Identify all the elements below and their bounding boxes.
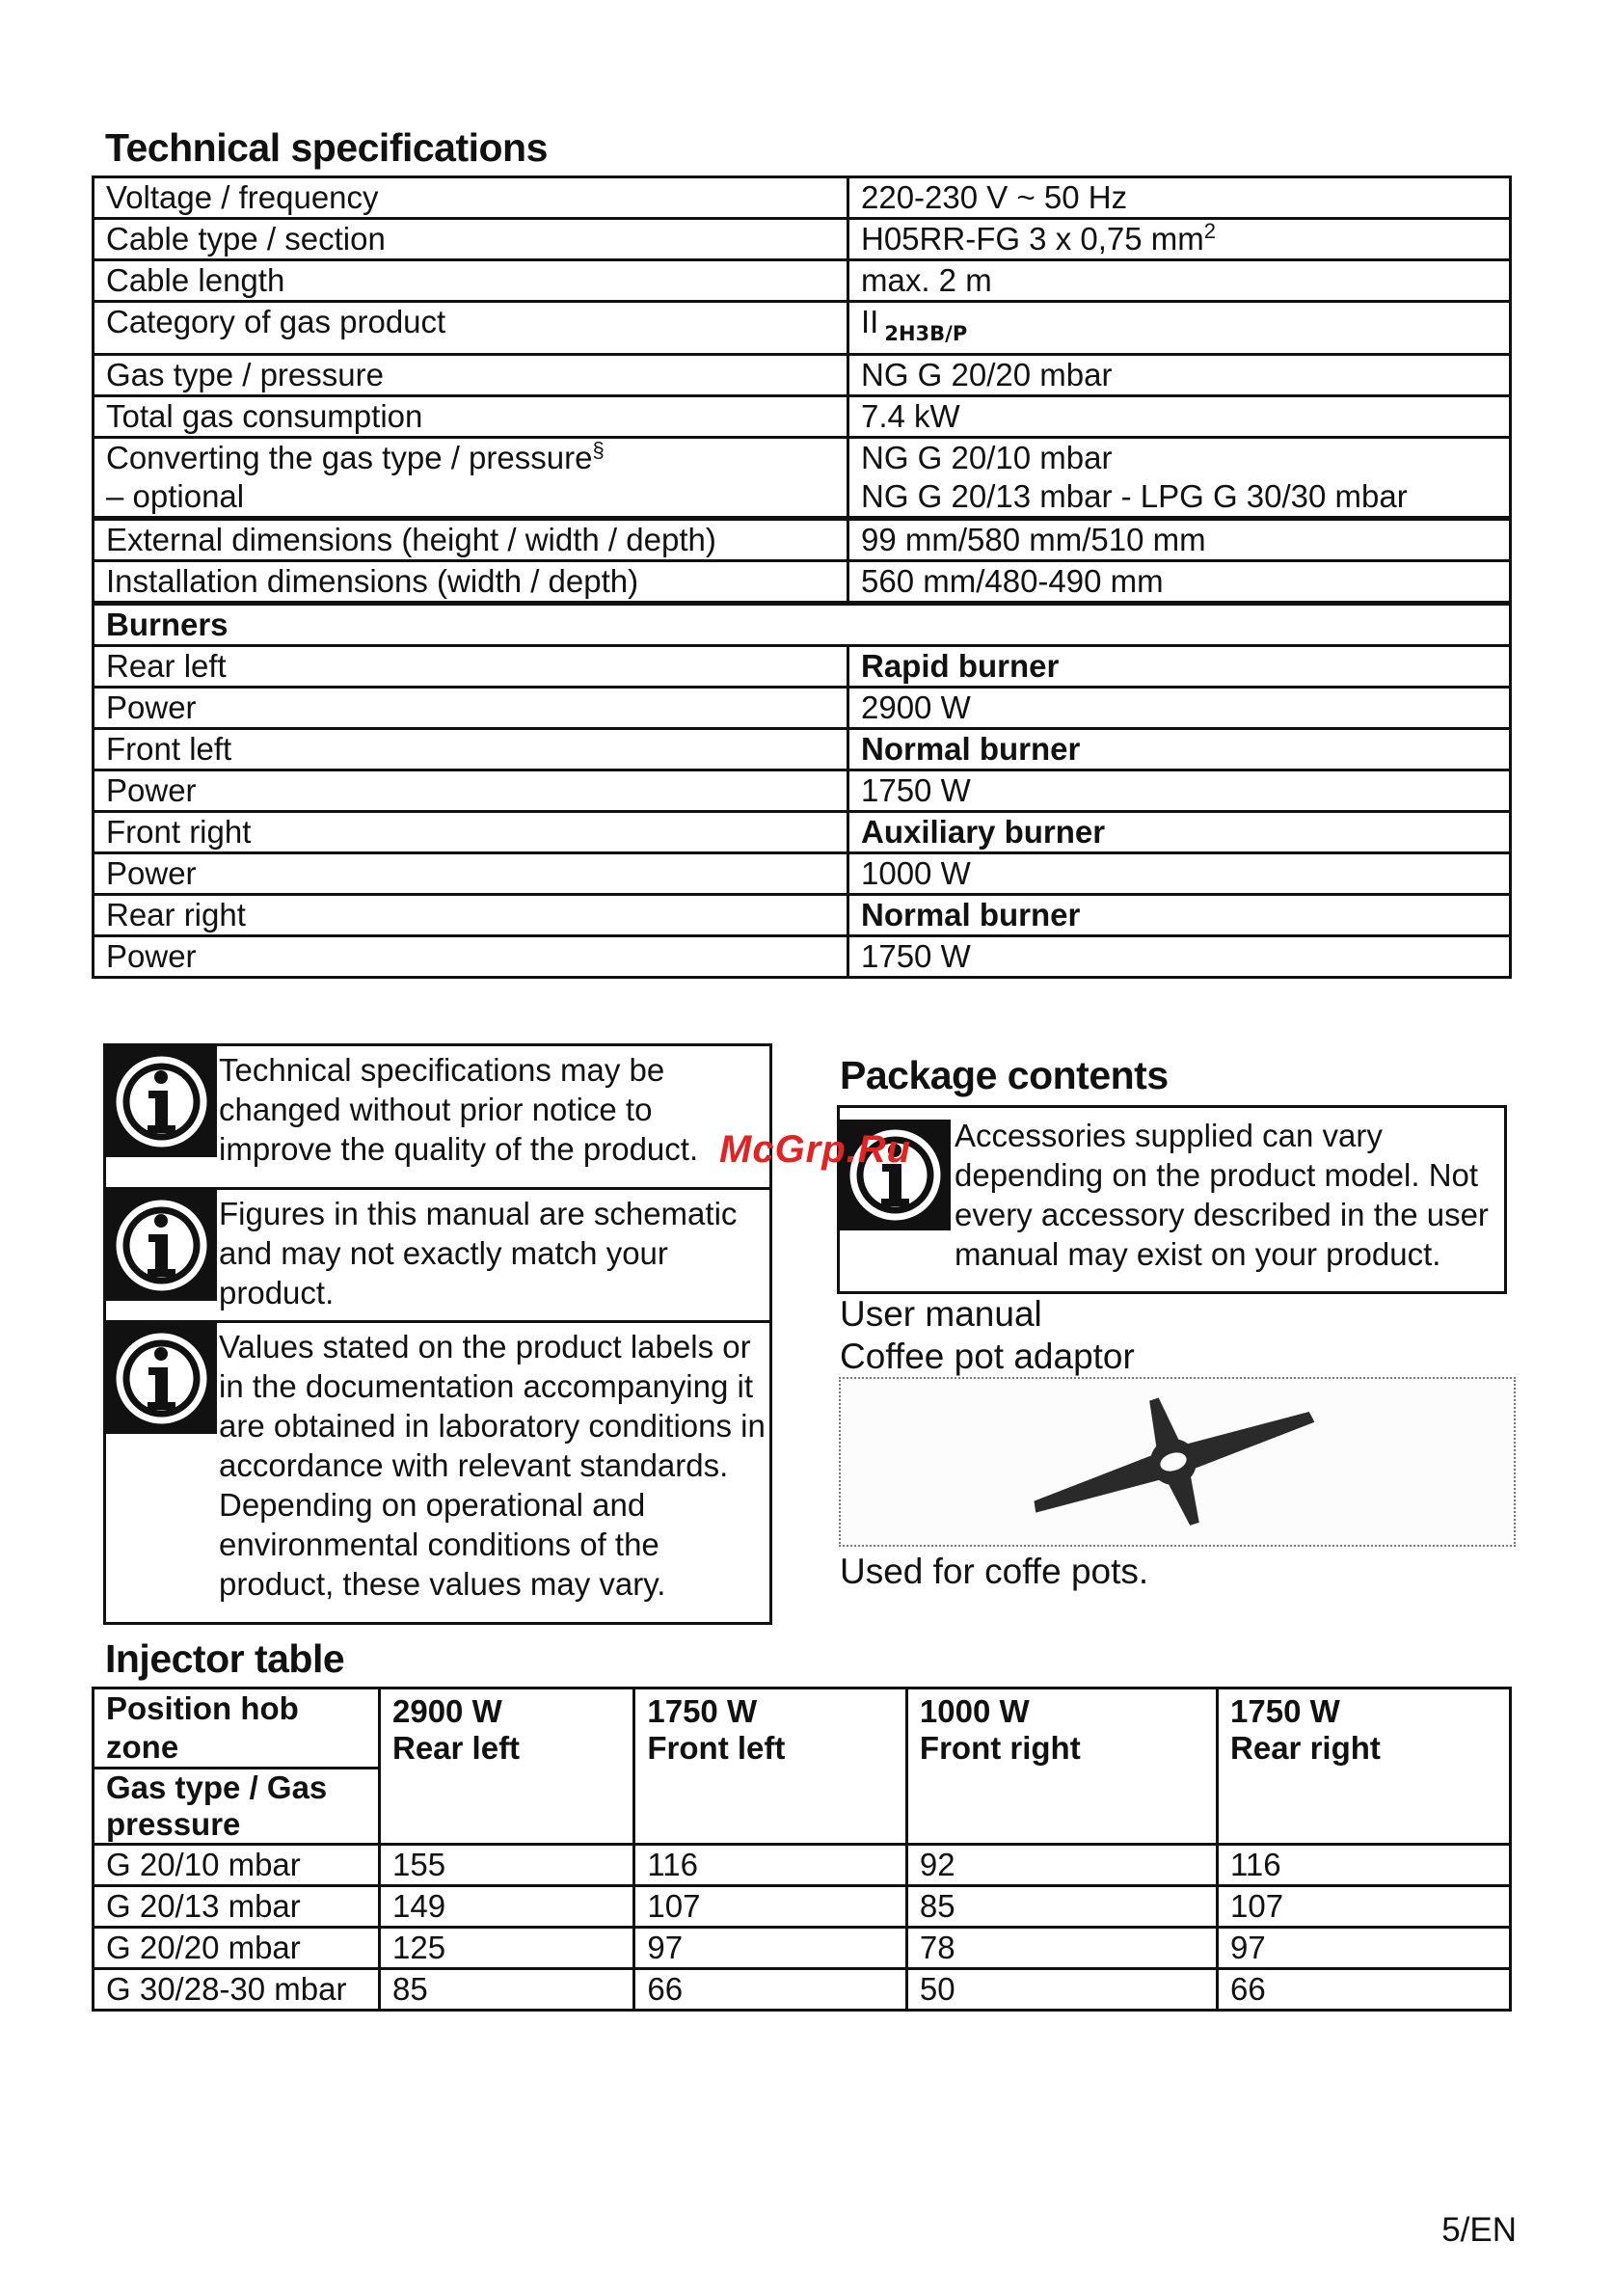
burner-type: Normal burner: [848, 894, 1511, 935]
spec-value-text: H05RR-FG 3 x 0,75 mm: [861, 221, 1204, 257]
power-label: Power: [94, 770, 848, 811]
injector-value: 155: [380, 1845, 634, 1886]
injector-value: 66: [1218, 1969, 1511, 2011]
injector-value: 85: [906, 1886, 1217, 1928]
injector-value: 116: [634, 1845, 907, 1886]
injector-value: 149: [380, 1886, 634, 1928]
spec-label-text: – optional: [106, 477, 245, 514]
spec-label: External dimensions (height / width / depth): [94, 518, 848, 560]
gas-type-label: Gas type / Gas pressure: [106, 1769, 328, 1842]
spec-value: 7.4 kW: [848, 395, 1511, 437]
package-item: Coffee pot adaptor: [840, 1337, 1135, 1376]
note-item: [106, 1046, 769, 1190]
injector-column-header: [634, 1688, 907, 1845]
injector-row: [94, 1969, 1511, 2011]
column-zone: Rear right: [1230, 1730, 1381, 1766]
spec-value: [848, 219, 1511, 260]
tech-specs-heading: Technical specifications: [105, 125, 548, 170]
spec-value: 220-230 V ~ 50 Hz: [848, 177, 1511, 219]
spec-label: Voltage / frequency: [94, 177, 848, 219]
burners-heading: Burners: [94, 603, 1511, 645]
package-note-box: [837, 1105, 1507, 1294]
burner-power-row: [94, 687, 1511, 728]
spec-row: [94, 302, 1511, 355]
burner-row: [94, 811, 1511, 852]
injector-column-header: [1218, 1688, 1511, 1845]
spec-label: Category of gas product: [94, 302, 848, 355]
note-text: Values stated on the product labels or in the documentation accompanying it are obtained in laboratory conditions in accordance with relevant standards. Depending on operational and environmental conditions of the product, these values may vary.: [219, 1329, 766, 1602]
injector-corner-cell: [94, 1688, 380, 1845]
info-icon: [106, 1046, 217, 1157]
burner-power: 1000 W: [848, 852, 1511, 894]
burner-position: Rear left: [94, 645, 848, 687]
spec-row: [94, 437, 1511, 518]
watermark: McGrp.Ru: [719, 1128, 912, 1171]
burner-power-row: [94, 770, 1511, 811]
spec-value: 99 mm/580 mm/510 mm: [848, 518, 1511, 560]
power-label: Power: [94, 687, 848, 728]
info-icon-wrap: [106, 1046, 217, 1187]
injector-row: [94, 1928, 1511, 1969]
spec-row: [94, 219, 1511, 260]
spec-row: [94, 560, 1511, 603]
injector-row: [94, 1886, 1511, 1928]
injector-table-heading: Injector table: [105, 1636, 345, 1681]
column-power: 1000 W: [919, 1693, 1030, 1729]
superscript: 2: [1203, 219, 1216, 243]
burner-row: [94, 894, 1511, 935]
spec-label: Cable type / section: [94, 219, 848, 260]
adaptor-caption: Used for coffe pots.: [840, 1552, 1149, 1591]
column-zone: Front left: [647, 1730, 786, 1766]
spec-label: Gas type / pressure: [94, 354, 848, 395]
burners-section-row: [94, 603, 1511, 645]
spec-label: Installation dimensions (width / depth): [94, 560, 848, 603]
spec-label: Cable length: [94, 260, 848, 302]
adaptor-image-box: [839, 1377, 1516, 1547]
package-contents-heading: Package contents: [840, 1053, 1169, 1097]
injector-value: 107: [634, 1886, 907, 1928]
spec-row: [94, 354, 1511, 395]
page-number: 5/EN: [1441, 2211, 1517, 2249]
column-zone: Rear left: [392, 1730, 521, 1766]
subscript: 2H3B/P: [884, 321, 968, 345]
burner-power-row: [94, 852, 1511, 894]
injector-column-header: [380, 1688, 634, 1845]
tech-specs-table: [92, 176, 1512, 979]
injector-value: 107: [1218, 1886, 1511, 1928]
column-power: 2900 W: [392, 1693, 502, 1729]
position-hob-zone-label: Position hob zone: [94, 1689, 378, 1769]
injector-column-header: [906, 1688, 1217, 1845]
injector-header-row: [94, 1688, 1511, 1845]
note-item: [106, 1323, 769, 1622]
package-note-text: Accessories supplied can vary depending on the product model. Not every accessory described in the user manual may exist on your product.: [955, 1118, 1489, 1272]
spec-value: 560 mm/480-490 mm: [848, 560, 1511, 603]
gas-type-cell: G 20/20 mbar: [94, 1928, 380, 1969]
injector-table: [92, 1687, 1512, 2012]
injector-value: 125: [380, 1928, 634, 1969]
power-label: Power: [94, 852, 848, 894]
spec-label-text: Converting the gas type / pressure: [106, 439, 593, 475]
burner-power: 1750 W: [848, 770, 1511, 811]
burner-power: 2900 W: [848, 687, 1511, 728]
info-icon: [106, 1323, 217, 1434]
burner-type: Auxiliary burner: [848, 811, 1511, 852]
spec-label: Total gas consumption: [94, 395, 848, 437]
burner-row: [94, 645, 1511, 687]
info-icon-wrap: [106, 1190, 217, 1320]
spec-value-text: NG G 20/10 mbar: [861, 439, 1113, 475]
burner-power-row: [94, 935, 1511, 977]
burner-type: Rapid burner: [848, 645, 1511, 687]
notes-box: [103, 1043, 772, 1625]
column-power: 1750 W: [1230, 1693, 1340, 1729]
injector-value: 97: [634, 1928, 907, 1969]
note-text: Technical specifications may be changed without prior notice to improve the quality of the product.: [219, 1052, 699, 1167]
note-text: Figures in this manual are schematic and may not exactly match your product.: [219, 1196, 738, 1310]
burner-power: 1750 W: [848, 935, 1511, 977]
note-item: [106, 1190, 769, 1323]
injector-value: 85: [380, 1969, 634, 2011]
burner-position: Front right: [94, 811, 848, 852]
column-power: 1750 W: [647, 1693, 758, 1729]
spec-value: NG G 20/20 mbar: [848, 354, 1511, 395]
spec-value: [848, 437, 1511, 518]
burner-row: [94, 728, 1511, 770]
package-item: User manual: [840, 1294, 1042, 1334]
gas-type-cell: G 20/10 mbar: [94, 1845, 380, 1886]
column-zone: Front right: [919, 1730, 1081, 1766]
injector-value: 92: [906, 1845, 1217, 1886]
injector-value: 116: [1218, 1845, 1511, 1886]
injector-value: 97: [1218, 1928, 1511, 1969]
injector-value: 66: [634, 1969, 907, 2011]
injector-value: 50: [906, 1969, 1217, 2011]
info-icon-wrap: [106, 1323, 217, 1622]
spec-value: max. 2 m: [848, 260, 1511, 302]
spec-row: [94, 518, 1511, 560]
spec-row: [94, 395, 1511, 437]
spec-value-text: NG G 20/13 mbar - LPG G 30/30 mbar: [861, 477, 1408, 514]
coffee-pot-adaptor-image: [841, 1379, 1514, 1545]
superscript: §: [592, 437, 605, 462]
gas-type-cell: G 30/28-30 mbar: [94, 1969, 380, 2011]
gas-type-cell: G 20/13 mbar: [94, 1886, 380, 1928]
spec-value: [848, 302, 1511, 355]
power-label: Power: [94, 935, 848, 977]
spec-row: [94, 177, 1511, 219]
info-icon: [106, 1190, 217, 1301]
burner-position: Rear right: [94, 894, 848, 935]
spec-label: [94, 437, 848, 518]
spec-value-text: II: [861, 304, 879, 339]
injector-row: [94, 1845, 1511, 1886]
burner-position: Front left: [94, 728, 848, 770]
spec-row: [94, 260, 1511, 302]
burner-type: Normal burner: [848, 728, 1511, 770]
injector-value: 78: [906, 1928, 1217, 1969]
